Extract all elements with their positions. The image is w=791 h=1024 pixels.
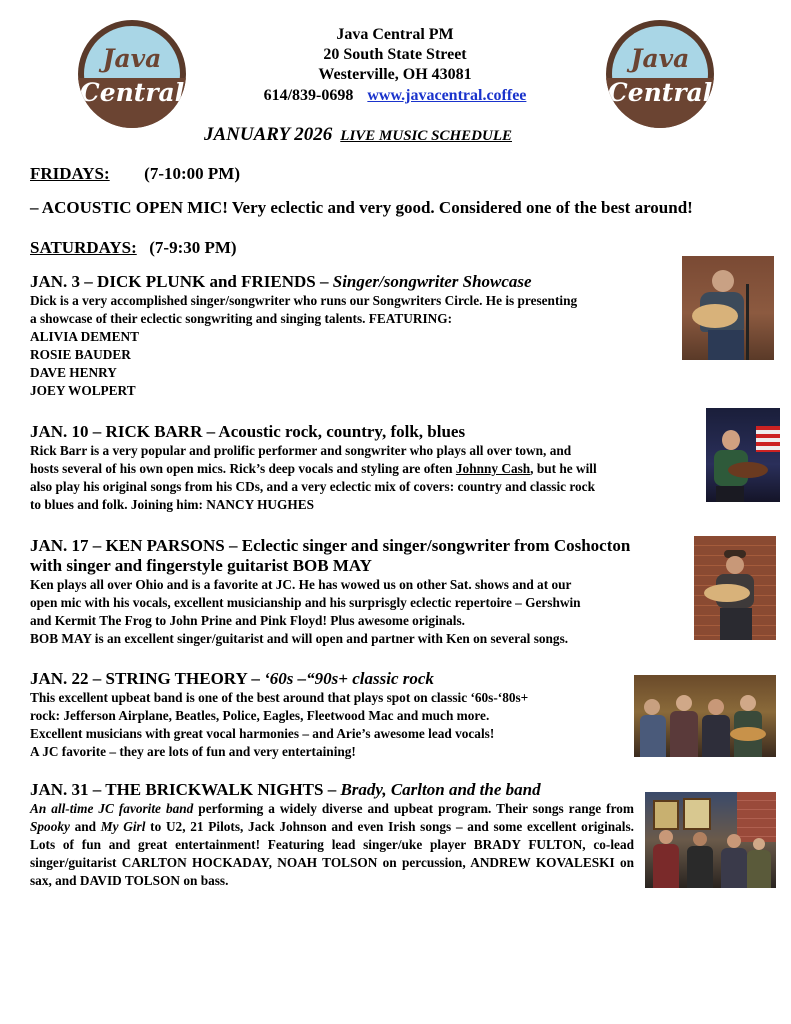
event-jan3-body: [30, 292, 577, 400]
venue-city: Westerville, OH 43081: [318, 66, 472, 83]
photo-string-theory: [634, 675, 776, 757]
title-month: JANUARY 2026: [204, 124, 333, 145]
performer-name: ALIVIA DEMENT: [30, 329, 139, 344]
contact-line: [200, 87, 590, 105]
event-jan17-line: and Kermit The Frog to John Prine and Pink Floyd! Plus awesome originals.: [30, 613, 466, 628]
text-segment: to U2, 21 Pilots, Jack Johnson and even Irish songs – and some excellent originals. Lots of fun and great entertainment! Featuring lead singer/uke player BRADY FULTON, co-lead singer/guitarist CARLTON HOCKADAY, NOAH TOLSON on percussion, ANDREW KOVALESKI on sax, and DAVID TOLSON on bass.: [30, 819, 635, 888]
page-title: [204, 124, 512, 146]
event-jan3-line: a showcase of their eclectic songwriting and singing talents. FEATURING:: [30, 311, 453, 326]
event-jan22-line: rock: Jefferson Airplane, Beatles, Police, Eagles, Fleetwood Mac and much more.: [30, 708, 490, 723]
venue-street: 20 South State Street: [323, 46, 467, 63]
event-jan22-line: A JC favorite – they are lots of fun and very entertaining!: [30, 744, 356, 759]
logo-text-central: Central: [79, 78, 185, 107]
logo-text-central: Central: [607, 78, 713, 107]
text-segment: An all-time JC favorite band: [30, 801, 194, 816]
event-jan3-heading: [30, 272, 532, 292]
fridays-label: FRIDAYS:: [30, 164, 110, 183]
event-jan22-title: JAN. 22 – STRING THEORY –: [30, 669, 265, 688]
java-central-logo-right: [606, 20, 714, 128]
event-jan22-heading: [30, 669, 434, 689]
event-jan22-line: Excellent musicians with great vocal harmonies – and Arie’s awesome lead vocals!: [30, 726, 495, 741]
event-jan10-body: [30, 442, 597, 514]
performer-name: ROSIE BAUDER: [30, 347, 131, 362]
photo-ken-parsons: [694, 536, 776, 640]
event-jan3-genre: Singer/songwriter Showcase: [332, 272, 532, 291]
text-segment: Spooky: [30, 819, 70, 834]
event-jan10-line: to blues and folk. Joining him: NANCY HUGHES: [30, 497, 314, 512]
text-segment: and: [69, 819, 101, 834]
event-jan10-line: also play his original songs from his CDs, and a very eclectic mix of covers: country and classic rock: [30, 479, 595, 494]
fridays-description: – ACOUSTIC OPEN MIC! Very eclectic and very good. Considered one of the best around!: [30, 198, 693, 217]
event-jan31-body: [30, 800, 634, 890]
event-jan22-body: [30, 689, 528, 761]
text-segment: hosts several of his own open mics. Rick’s deep vocals and styling are often: [30, 461, 456, 476]
event-jan3-line: Dick is a very accomplished singer/songwriter who runs our Songwriters Circle. He is presenting: [30, 293, 578, 308]
text-segment: performing a widely diverse and upbeat program. Their songs range from: [193, 801, 634, 816]
event-jan31-title: JAN. 31 – THE BRICKWALK NIGHTS –: [30, 780, 341, 799]
fridays-time: (7-10:00 PM): [144, 164, 240, 183]
event-jan22-line: This excellent upbeat band is one of the best around that plays spot on classic ‘60s-‘80s+: [30, 690, 529, 705]
event-jan17-line: Ken plays all over Ohio and is a favorite at JC. He has wowed us on other Sat. shows and at our: [30, 577, 572, 592]
text-segment: My Girl: [100, 819, 146, 834]
event-jan10-line: [30, 460, 597, 478]
johnny-cash-link[interactable]: Johnny Cash: [455, 461, 531, 476]
event-jan22-genre: ‘60s –“90s+ classic rock: [264, 669, 434, 688]
event-jan17-heading: JAN. 17 – KEN PARSONS – Eclectic singer and singer/songwriter from Coshocton: [30, 536, 631, 555]
saturdays-heading: [30, 238, 237, 258]
performer-name: JOEY WOLPERT: [30, 383, 136, 398]
logo-text-java: Java: [630, 44, 690, 73]
performer-name: DAVE HENRY: [30, 365, 117, 380]
event-jan31-paragraph: [30, 800, 634, 890]
photo-brickwalk-nights: [645, 792, 776, 888]
fridays-heading: [30, 164, 240, 184]
event-jan17-heading-2: with singer and fingerstyle guitarist BOB MAY: [30, 556, 372, 575]
event-jan17-body: [30, 576, 581, 648]
event-jan3-title: JAN. 3 – DICK PLUNK and FRIENDS –: [30, 272, 333, 291]
event-jan31-genre: Brady, Carlton and the band: [340, 780, 541, 799]
event-jan17-line: BOB MAY is an excellent singer/guitarist and will open and partner with Ken on several songs.: [30, 631, 569, 646]
java-central-logo-left: [78, 20, 186, 128]
saturdays-time: (7-9:30 PM): [149, 238, 237, 257]
event-jan31-heading: [30, 780, 541, 800]
photo-dick-plunk: [682, 256, 774, 360]
event-jan17-line: open mic with his vocals, excellent musicianship and his surprisgly eclectic repertoire – Gershwin: [30, 595, 581, 610]
event-jan10-heading: JAN. 10 – RICK BARR – Acoustic rock, country, folk, blues: [30, 422, 466, 441]
event-jan10-line: Rick Barr is a very popular and prolific performer and songwriter who plays all over town, and: [30, 443, 572, 458]
title-subtitle: LIVE MUSIC SCHEDULE: [340, 128, 512, 144]
saturdays-label: SATURDAYS:: [30, 238, 137, 257]
website-link[interactable]: www.javacentral.coffee: [367, 87, 527, 104]
venue-name: Java Central PM: [336, 26, 454, 43]
phone-number: 614/839-0698: [263, 87, 354, 104]
text-segment: , but he will: [530, 461, 597, 476]
logo-text-java: Java: [102, 44, 162, 73]
photo-rick-barr: [706, 408, 780, 502]
